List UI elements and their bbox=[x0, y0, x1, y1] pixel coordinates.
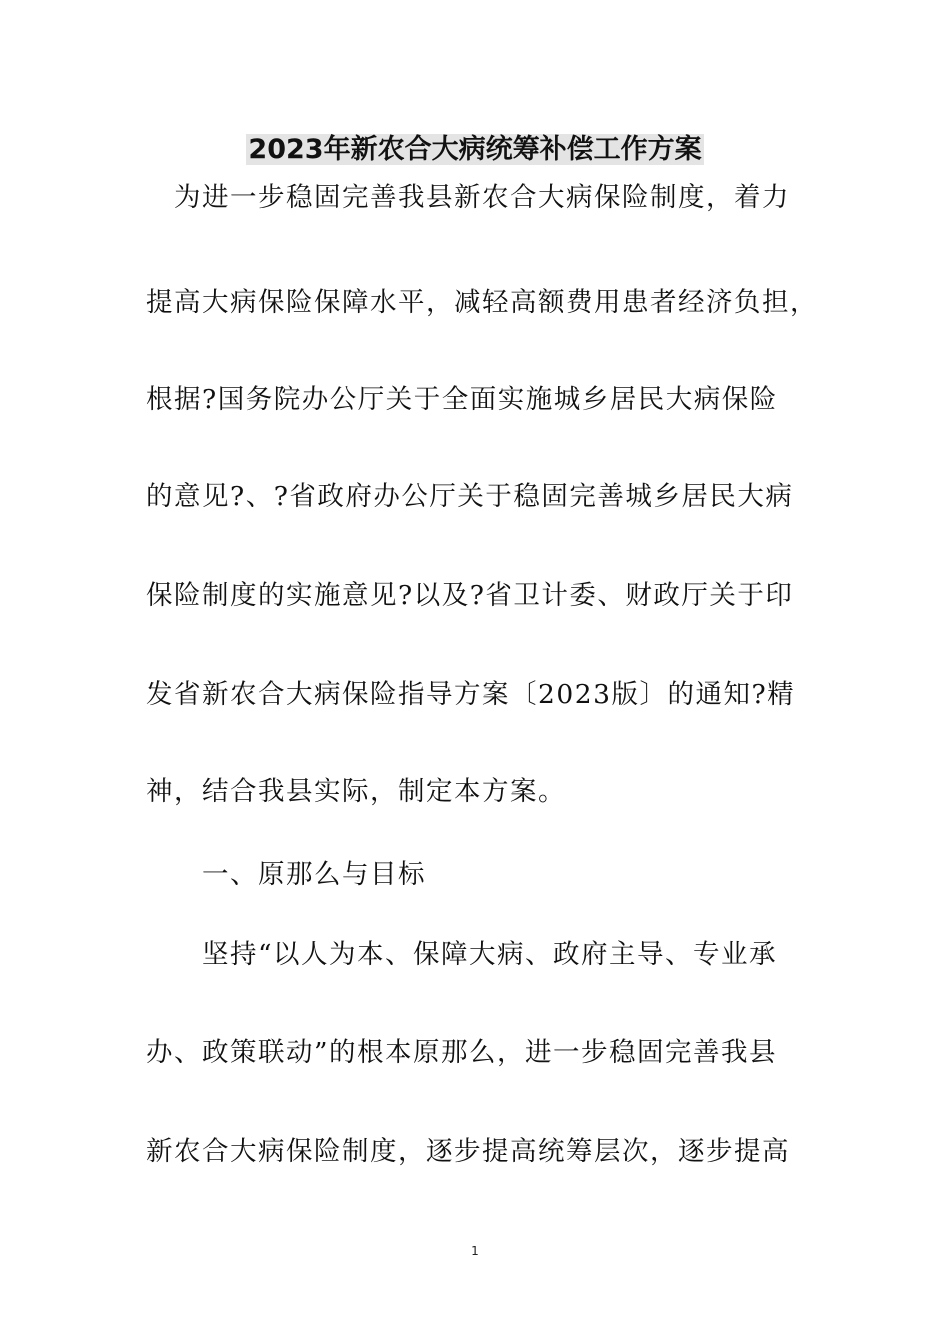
paragraph-line-6: 发省新农合大病保险指导方案〔2023版〕的通知?精 bbox=[146, 679, 796, 710]
paragraph-line-4: 的意见?、?省政府办公厅关于稳固完善城乡居民大病 bbox=[146, 481, 794, 512]
section-heading: 一、原那么与目标 bbox=[146, 859, 426, 890]
page-title bbox=[0, 130, 950, 170]
page-number: 1 bbox=[471, 1244, 479, 1258]
paragraph-line-8: 坚持“以人为本、保障大病、政府主导、专业承 bbox=[146, 939, 778, 970]
paragraph-line-1: 为进一步稳固完善我县新农合大病保险制度，着力 bbox=[146, 182, 790, 213]
paragraph-line-5: 保险制度的实施意见?以及?省卫计委、财政厅关于印 bbox=[146, 580, 794, 611]
paragraph-line-2: 提高大病保险保障水平，减轻高额费用患者经济负担， bbox=[146, 287, 818, 318]
paragraph-line-9: 办、政策联动”的根本原那么，进一步稳固完善我县 bbox=[146, 1037, 778, 1068]
paragraph-line-3: 根据?国务院办公厅关于全面实施城乡居民大病保险 bbox=[146, 384, 778, 415]
paragraph-line-7: 神，结合我县实际，制定本方案。 bbox=[146, 776, 566, 807]
page-title-text: 2023年新农合大病统筹补偿工作方案 bbox=[248, 134, 702, 165]
paragraph-line-10: 新农合大病保险制度，逐步提高统筹层次，逐步提高 bbox=[146, 1136, 790, 1167]
